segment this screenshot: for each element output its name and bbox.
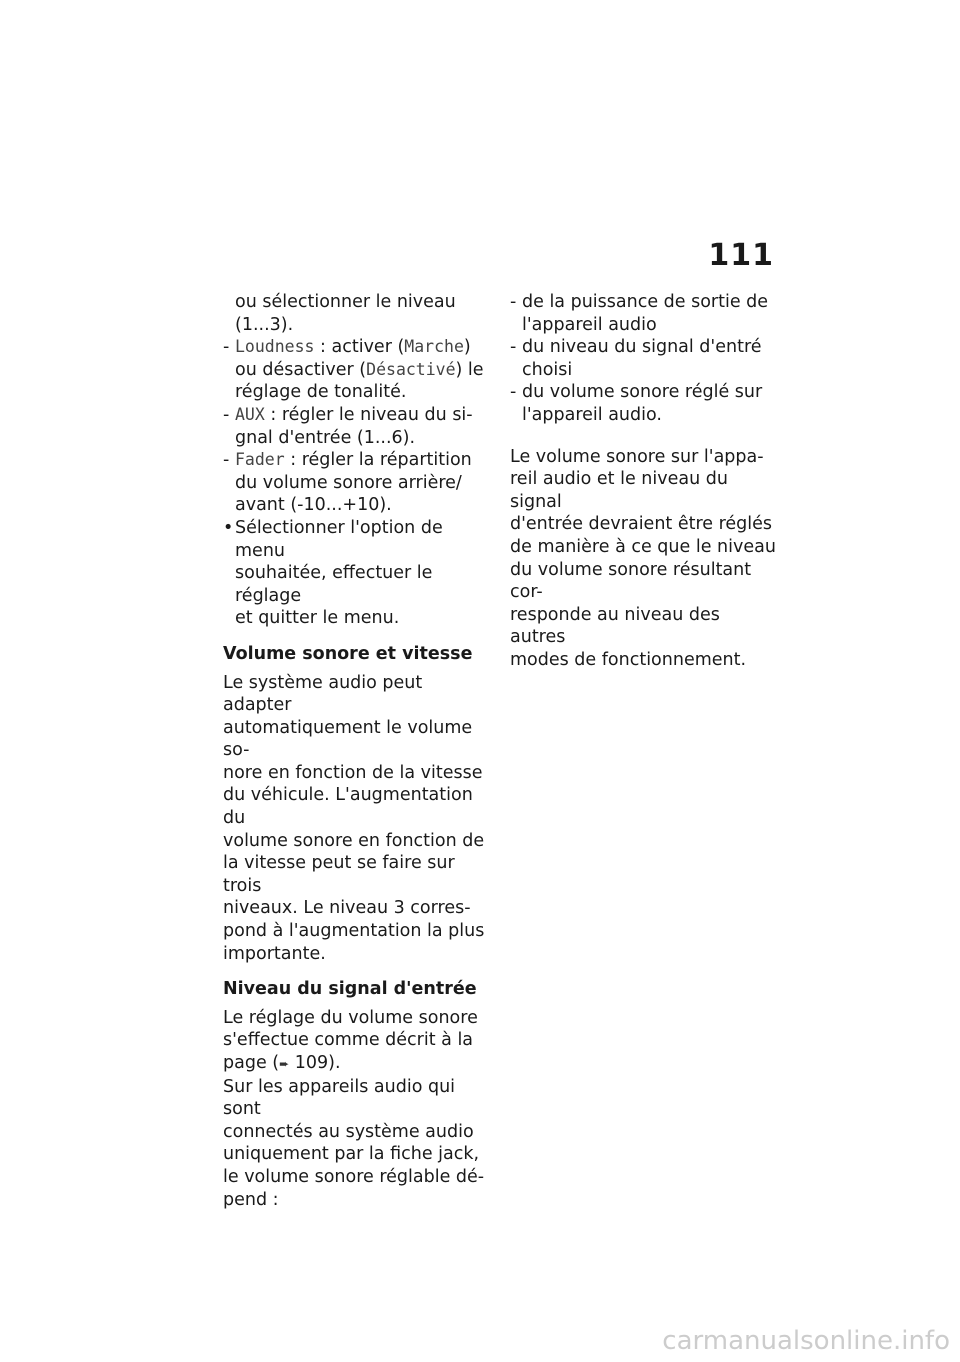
instruction-select-option: • Sélectionner l'option de menu souhaitée, effectuer le réglage et quitter le menu.: [223, 517, 443, 629]
dash-marker: -: [510, 337, 517, 358]
loudness-key: Loudness: [235, 337, 315, 357]
dash-marker: -: [510, 292, 517, 312]
watermark: carmanualsonline.info: [662, 1326, 950, 1356]
loudness-off-value: Désactivé: [366, 359, 456, 379]
aux-key: AUX: [235, 404, 265, 424]
right-column: [510, 291, 780, 672]
option-aux: - AUX : régler le niveau du si- gnal d'entrée (1...6).: [223, 404, 473, 448]
list-item: - de la puissance de sortie de l'appareil audio: [510, 292, 769, 335]
dash-marker: -: [223, 450, 230, 471]
paragraph-volume-speed: Le système audio peut adapter automatiquement le volume so- nore en fonction de la vitesse du véhicule. L'augmentation du volume sonore en fonction de la vitesse peut se faire sur trois niveaux. Le niveau 3 corres- pond à l'augmentation la plus importante.: [223, 672, 485, 964]
bullet-marker: •: [223, 517, 234, 538]
list-item: - du niveau du signal d'entré choisi: [510, 337, 762, 380]
heading-volume-speed: Volume sonore et vitesse: [223, 643, 473, 664]
page-reference-arrow-icon: ➨: [279, 1057, 290, 1071]
paragraph-volume-levels: Le volume sonore sur l'appa- reil audio et le niveau du signal d'entrée devraient être réglés de manière à ce que le niveau du volume sonore résultant cor- responde au niveau des autres modes de fonctionnement.: [510, 446, 776, 670]
left-column: [223, 291, 491, 1211]
option-fader: - Fader : régler la répartition du volume sonore arrière/ avant (-10...+10).: [223, 450, 472, 516]
continued-text: ou sélectionner le niveau (1...3).: [235, 292, 456, 335]
fader-key: Fader: [235, 450, 285, 470]
paragraph-jack: Sur les appareils audio qui sont connectés au système audio uniquement par la fiche jack, le volume sonore réglable dé- pend :: [223, 1076, 485, 1210]
dash-marker: -: [223, 337, 230, 358]
paragraph-input-signal: Le réglage du volume sonore s'effectue comme décrit à la page (➨ 109).: [223, 1007, 478, 1073]
heading-input-signal: Niveau du signal d'entrée: [223, 979, 477, 1000]
loudness-on-value: Marche: [404, 337, 464, 357]
option-loudness: - Loudness : activer (Marche) ou désactiver (Désactivé) le réglage de tonalité.: [223, 337, 484, 403]
page-reference: 109).: [289, 1053, 341, 1073]
dash-marker: -: [223, 404, 230, 425]
page-number: 111: [708, 238, 774, 273]
dash-marker: -: [510, 382, 517, 403]
list-item: - du volume sonore réglé sur l'appareil audio.: [510, 382, 763, 425]
